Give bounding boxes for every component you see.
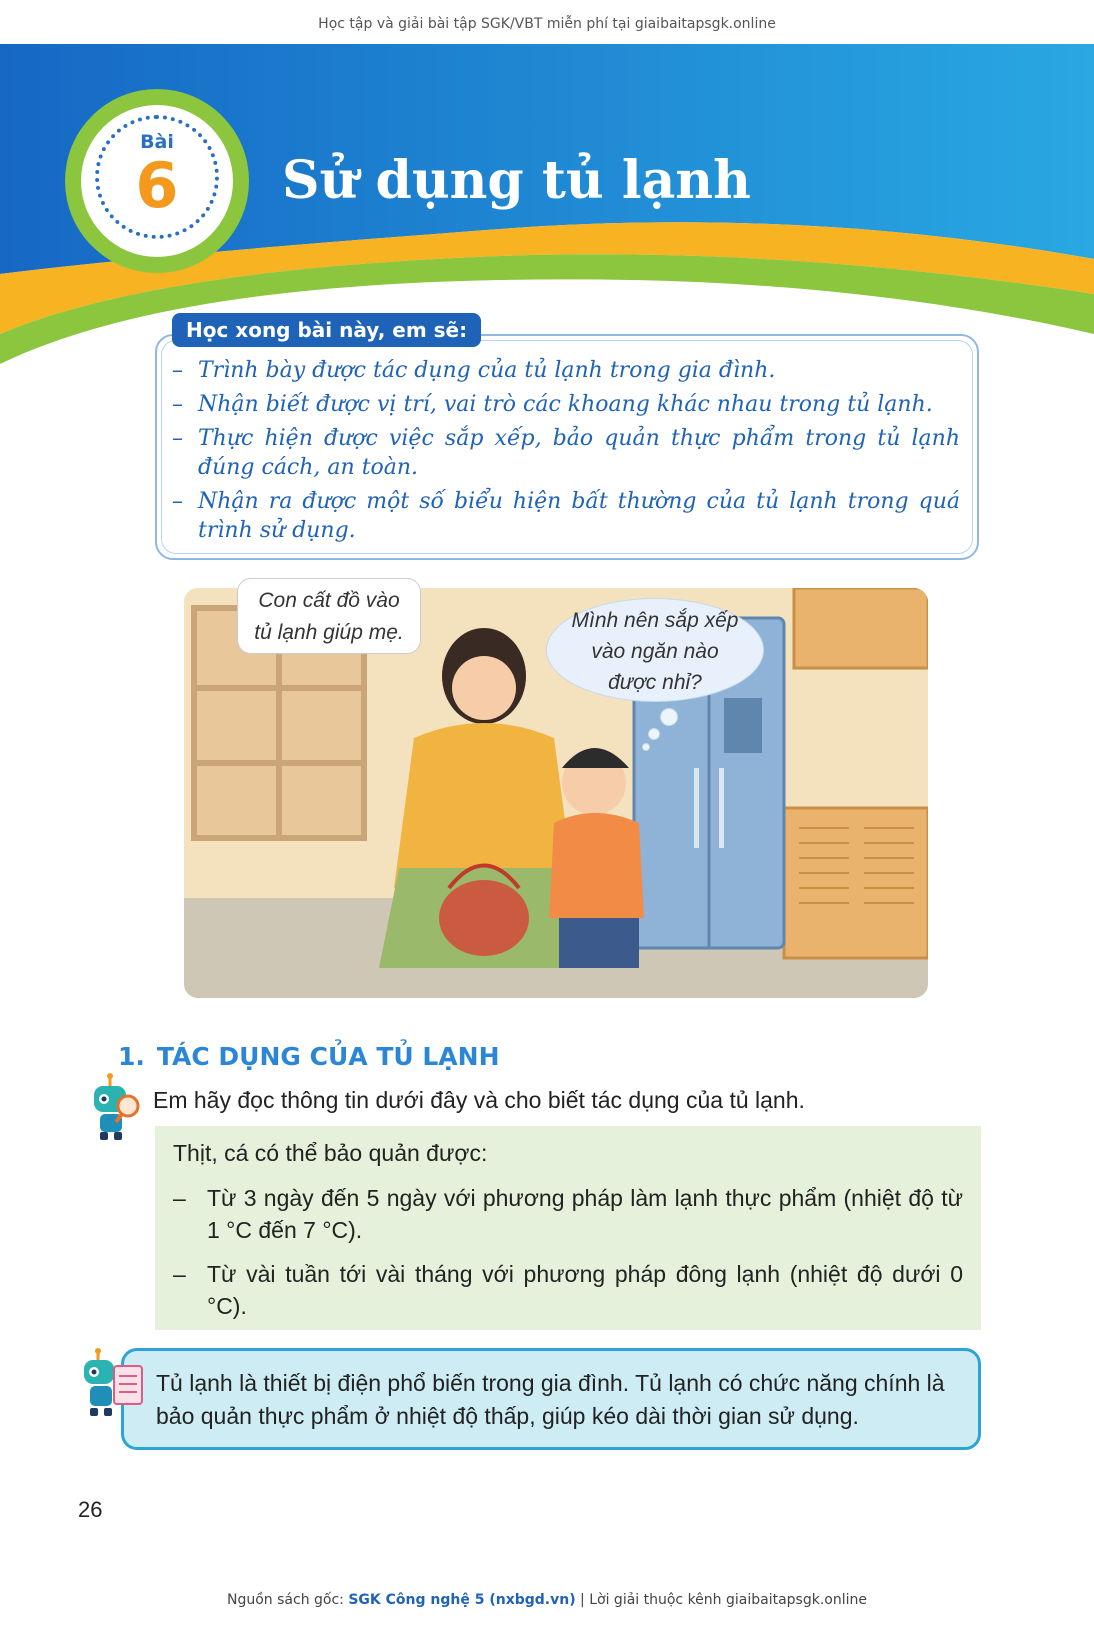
section-title: TÁC DỤNG CỦA TỦ LẠNH: [156, 1042, 500, 1071]
footer-prefix: Nguồn sách gốc:: [227, 1592, 349, 1608]
objectives-list: [172, 356, 960, 550]
thought-dot: [648, 728, 660, 740]
lesson-badge-label: Bài: [140, 131, 174, 153]
section-instruction: Em hãy đọc thông tin dưới đây và cho biết tác dụng của tủ lạnh.: [153, 1087, 805, 1113]
info-item: – Từ vài tuần tới vài tháng với phương pháp đông lạnh (nhiệt độ dưới 0 °C).: [173, 1258, 963, 1322]
top-note: Học tập và giải bài tập SGK/VBT miễn phí tại giaibaitapsgk.online: [318, 16, 776, 32]
info-box: [155, 1126, 981, 1330]
section-number: 1.: [118, 1042, 145, 1071]
thought-dot: [660, 708, 678, 726]
bubble-mom-line: tủ lạnh giúp mẹ.: [254, 621, 404, 644]
speech-bubble-mom: [237, 578, 421, 654]
objective-item: – Nhận biết được vị trí, vai trò các khoang khác nhau trong tủ lạnh.: [172, 390, 960, 419]
page-number: 26: [78, 1497, 103, 1522]
footer-book-link[interactable]: SGK Công nghệ 5 (nxbgd.vn): [348, 1592, 576, 1608]
objective-item: – Nhận ra được một số biểu hiện bất thường của tủ lạnh trong quá trình sử dụng.: [172, 487, 960, 545]
bubble-mom-line: Con cất đồ vào: [258, 589, 400, 612]
objective-item: – Thực hiện được việc sắp xếp, bảo quản thực phẩm trong tủ lạnh đúng cách, an toàn.: [172, 424, 960, 482]
bubble-kid-line: Mình nên sắp xếp: [571, 609, 739, 632]
thought-bubble-kid: [546, 598, 764, 702]
summary-text: Tủ lạnh là thiết bị điện phổ biến trong gia đình. Tủ lạnh có chức năng chính là bảo quản thực phẩm ở nhiệt độ thấp, giúp kéo dài thời gian sử dụng.: [156, 1370, 945, 1429]
bubble-kid-line: được nhỉ?: [608, 671, 702, 694]
objectives-heading: Học xong bài này, em sẽ:: [172, 313, 481, 347]
info-list: [173, 1182, 963, 1334]
objective-item: – Trình bày được tác dụng của tủ lạnh trong gia đình.: [172, 356, 960, 385]
lesson-badge: [95, 115, 219, 239]
robot-notepad-icon: [80, 1348, 146, 1422]
info-item: – Từ 3 ngày đến 5 ngày với phương pháp làm lạnh thực phẩm (nhiệt độ từ 1 °C đến 7 °C).: [173, 1182, 963, 1246]
lesson-title: Sử dụng tủ lạnh: [282, 150, 751, 211]
thought-dot: [642, 743, 650, 751]
summary-box: [121, 1348, 981, 1450]
lesson-number: 6: [135, 149, 179, 222]
footer-note: [0, 1592, 1094, 1608]
bubble-kid-line: vào ngăn nào: [591, 640, 719, 663]
info-intro: Thịt, cá có thể bảo quản được:: [173, 1140, 488, 1166]
robot-magnifier-icon: [88, 1072, 142, 1142]
footer-suffix: | Lời giải thuộc kênh giaibaitapsgk.online: [575, 1592, 867, 1608]
section-heading: [118, 1042, 500, 1071]
